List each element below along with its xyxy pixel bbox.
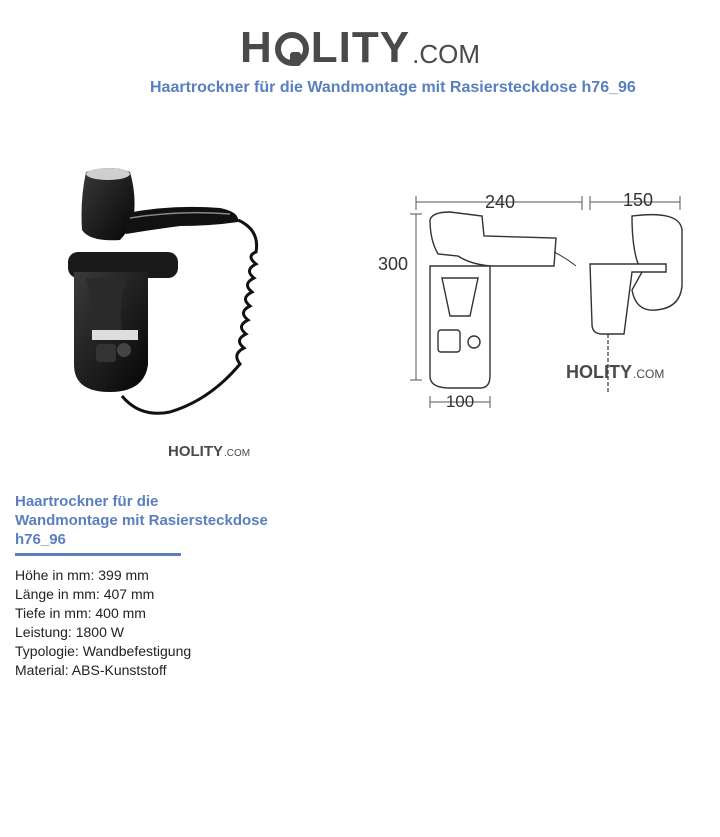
- logo-o-icon: [275, 32, 309, 66]
- spec-length: Länge in mm: 407 mm: [15, 586, 155, 602]
- drawing-watermark-logo: [566, 362, 664, 383]
- product-title-line1: Haartrockner für die: [15, 493, 159, 510]
- spec-height: Höhe in mm: 399 mm: [15, 567, 149, 583]
- dimension-base-label: 100: [445, 392, 475, 411]
- title-divider: [15, 553, 181, 556]
- product-title-line2: Wandmontage mit Rasiersteckdose: [15, 512, 268, 529]
- product-photo: [60, 160, 280, 430]
- product-title-line3: h76_96: [15, 531, 66, 548]
- logo-wordmark: [240, 23, 411, 72]
- dimension-width-label: 240: [484, 192, 516, 212]
- photo-watermark-logo: [168, 443, 250, 460]
- product-specs: [15, 566, 191, 680]
- logo-suffix: .COM: [412, 39, 480, 69]
- spec-depth: Tiefe in mm: 400 mm: [15, 605, 146, 621]
- logo-letters-lity: LITY: [310, 23, 411, 72]
- product-title: [15, 492, 305, 549]
- page-title: Haartrockner für die Wandmontage mit Rasiersteckdose h76_96: [150, 79, 636, 96]
- technical-drawing: [370, 180, 700, 420]
- dimension-depth-label: 150: [622, 190, 654, 210]
- spec-power: Leistung: 1800 W: [15, 624, 124, 640]
- photo-logo-suffix: .COM: [224, 448, 251, 459]
- drawing-logo-brand: HOLITY: [566, 362, 632, 382]
- spec-typology: Typologie: Wandbefestigung: [15, 643, 192, 659]
- drawing-logo-suffix: .COM: [633, 367, 665, 381]
- photo-logo-brand: HOLITY: [168, 443, 223, 460]
- logo-letter-h: H: [240, 23, 273, 72]
- spec-material: Material: ABS-Kunststoff: [15, 662, 167, 678]
- brand-logo[interactable]: [240, 14, 480, 70]
- dimension-height-label: 300: [377, 254, 408, 274]
